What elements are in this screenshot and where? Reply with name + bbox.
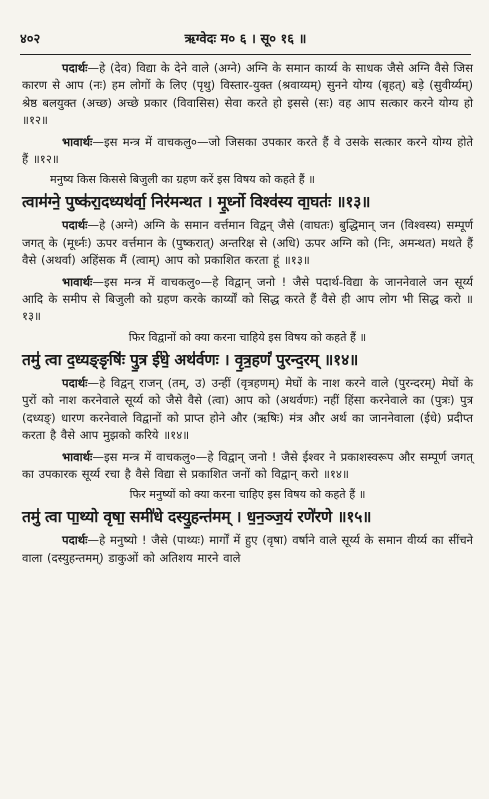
bhavartha-paragraph <box>22 274 473 326</box>
paragraph-lead: पदार्थः <box>62 61 88 75</box>
paragraph-text: —हे मनुष्यो ! जैसे (पाथ्यः) मार्गों में हुए (वृषा) वर्षाने वाले सूर्य्य के समान वीर्य्य का सींचने वाला (दस्युहन्तमम्) डाकुओं को अतिशय मारने वाले <box>22 533 473 565</box>
paragraph-lead: पदार्थः <box>62 533 88 548</box>
mantra-verse: त्वाम॑ग्ने॒ पुष्क॑रा॒दध्यथ॑र्वा॒ निर॑मन्थत । मू॒र्ध्नो विश्व॑स्य वा॒घतः॑ ॥१३॥ <box>22 193 371 212</box>
paragraph-text: —इस मन्त्र में वाचकलु०—हे विद्वान् जनो ! जैसे ईश्वर ने प्रकाशस्वरूप और सम्पूर्ण जगत् का उपकारक सूर्य्य रचा है वैसे विद्या से प्रकाशित जनों को विद्वान् करो ॥१४॥ <box>22 449 473 481</box>
padartha-paragraph <box>22 60 473 130</box>
paragraph-text: —हे (अग्ने) अग्नि के समान वर्त्तमान विद्वन् जैसे (वाघतः) बुद्धिमान् जन (विश्वस्य) सम्पूर्ण जगत् के (मूर्ध्नः) ऊपर वर्त्तमान के (पुष्करात्) अन्तरिक्ष से (अधि) ऊपर अग्नि को (निः, अमन्थत) मथते हैं वैसे (अथर्वा) अहिंसक मैं (त्वाम्) आप को प्रकाशित करता हूं ॥१३॥ <box>22 218 473 268</box>
topic-introduction: फिर मनुष्यों को क्या करना चाहिए इस विषय को कहते हैं ॥ <box>129 488 366 502</box>
padartha-paragraph <box>22 217 473 269</box>
paragraph-text: —इस मन्त्र में वाचकलु०—जो जिसका उपकार करते हैं वे उसके सत्कार करने योग्य होते हैं ॥१२॥ <box>22 134 473 167</box>
topic-introduction: मनुष्य किस किससे बिजुली का ग्रहण करें इस विषय को कहते हैं ॥ <box>50 173 315 187</box>
paragraph-lead: पदार्थः <box>62 375 88 390</box>
page-number: ४०२ <box>20 32 41 47</box>
bhavartha-paragraph <box>22 134 473 169</box>
topic-introduction: फिर विद्वानों को क्या करना चाहिये इस विषय को कहते हैं ॥ <box>128 330 367 344</box>
paragraph-lead: पदार्थः <box>62 218 88 233</box>
header-rule <box>20 54 471 55</box>
running-title: ऋग्वेदः म० ६ । सू० १६ ॥ <box>184 32 307 47</box>
bhavartha-paragraph <box>22 449 473 484</box>
padartha-paragraph <box>22 375 473 445</box>
mantra-verse: तमु॑ त्वा पा॒थ्यो वृषा॒ समी॑धे दस्यु॒हन्त॑मम् । ध॒न॒ञ्ज॒यं रणे॑रणे ॥१५॥ <box>22 508 372 527</box>
page-body <box>22 60 473 571</box>
page-header <box>20 30 471 50</box>
paragraph-text: —हे विद्वन् राजन् (तम्, उ) उन्हीं (वृत्रहणम्) मेघों के नाश करने वाले (पुरन्दरम्) मेघों के पुरों को नाश करनेवाले सूर्य्य को जैसे वैसे (त्वा) आप को (अथर्वणः) नहीं हिंसा करनेवाले का (पुत्रः) पुत्र (दध्यङ्) धारण करनेवाले विद्वानों को प्राप्त होने और (ऋषिः) मंत्र और अर्थ का जाननेवाला (ईधे) प्रदीप्त करता है वैसे आप मुझको करिये ॥१४॥ <box>22 375 473 443</box>
paragraph-lead: भावार्थः <box>62 274 93 289</box>
paragraph-lead: भावार्थः <box>62 449 93 464</box>
paragraph-lead: भावार्थः <box>62 134 93 149</box>
mantra-verse: तमु॑ त्वा द॒ध्यङ्ङृषिः॑ पु॒त्र ई॑धे॒ अथ॑र्वणः । वृ॒त्र॒हणं॑ पुरन्द॒रम् ॥१४॥ <box>22 350 359 369</box>
paragraph-text: —हे (देव) विद्या के देने वाले (अग्ने) अग्नि के समान कार्य्य के साधक जैसे अग्नि वैसे जिस कारण से आप (नः) हम लोगों के लिए (पृथु) विस्तार-युक्त (श्रवाय्यम्) सुनने योग्य (बृहत्) बड़े (सुवीर्य्यम्) श्रेष्ठ बलयुक्त (अच्छ) अच्छे प्रकार (विवासिस) सेवा करते हो इससे (सः) वह आप सत्कार करने योग्य हो ॥१२॥ <box>22 61 473 128</box>
paragraph-text: —इस मन्त्र में वाचकलु०—हे विद्वान् जनो ! जैसे पदार्थ-विद्या के जाननेवाले जन सूर्य्य आदि के समीप से बिजुली को ग्रहण करके कार्य्यों को सिद्ध करते हैं वैसे ही आप लोग भी सिद्ध करो ॥१३॥ <box>22 274 473 324</box>
padartha-paragraph <box>22 532 473 567</box>
